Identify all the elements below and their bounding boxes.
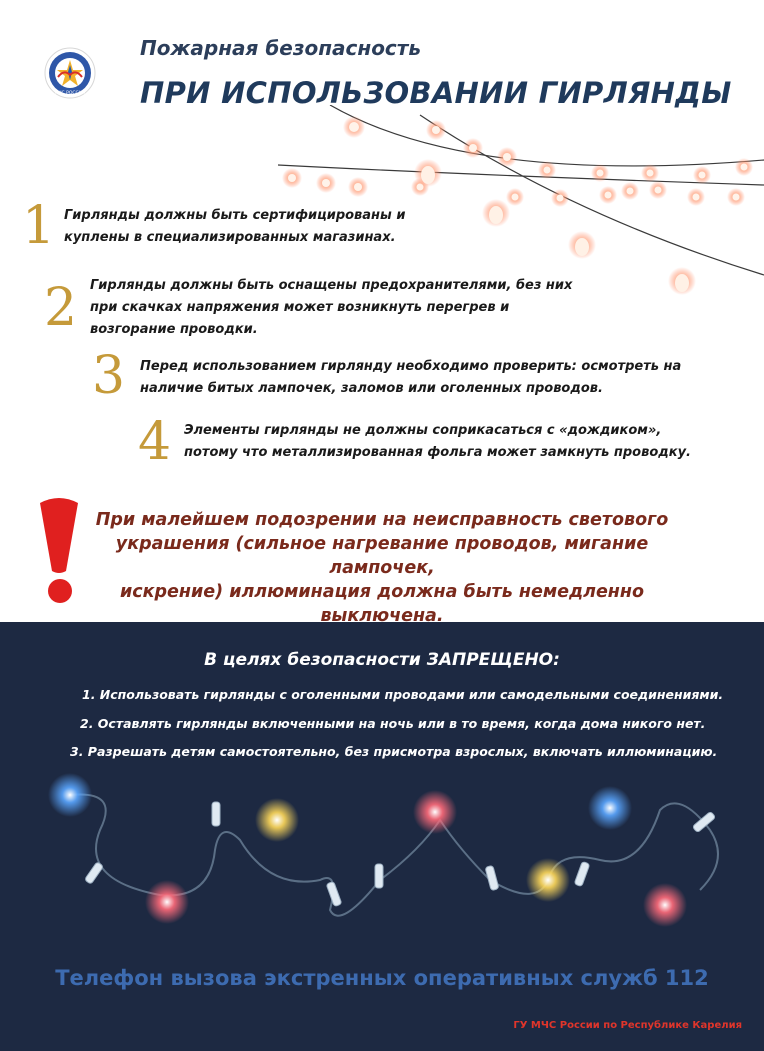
prohibited-item-2: 2. Оставлять гирлянды включенными на ночь или в то время, когда дома никого нет. (80, 716, 706, 731)
rule-4-line-1: Элементы гирлянды не должны соприкасаться с «дождиком», (184, 423, 662, 438)
rule-2-line-1: Гирлянды должны быть оснащены предохранителями, без них (90, 278, 573, 293)
rule-1-text (64, 205, 405, 249)
emergency-phone: Телефон вызова экстренных оперативных служб 112 (55, 966, 709, 990)
prohibited-title: В целях безопасности ЗАПРЕЩЕНО: (204, 650, 560, 670)
rule-number-2: 2 (44, 278, 78, 338)
poster-title: ПРИ ИСПОЛЬЗОВАНИИ ГИРЛЯНДЫ (140, 76, 732, 110)
rule-4-text (184, 420, 691, 464)
footer-credit: ГУ МЧС России по Республике Карелия (513, 1020, 742, 1031)
warning-line-2: украшения (сильное нагревание проводов, мигание лампочек, (115, 534, 649, 578)
rule-number-1: 1 (22, 196, 56, 256)
warning-text (92, 508, 672, 628)
exclamation-icon (34, 495, 84, 605)
rule-4-line-2: потому что металлизированная фольга может замкнуть проводку. (184, 445, 691, 460)
color-garland-illustration (40, 770, 740, 940)
rule-3-line-2: наличие битых лампочек, заломов или оголенных проводов. (140, 381, 603, 396)
rule-2-line-2: при скачках напряжения может возникнуть перегрев и (90, 300, 510, 315)
rule-2-line-3: возгорание проводки. (90, 322, 258, 337)
rule-2-text (90, 275, 572, 341)
rule-3-text (140, 356, 681, 400)
warning-line-3: искрение) иллюминация должна быть немедленно (119, 582, 645, 602)
prohibited-item-3: 3. Разрешать детям самостоятельно, без присмотра взрослых, включать иллюминацию. (70, 744, 718, 759)
poster-subtitle: Пожарная безопасность (140, 36, 422, 60)
warning-line-1: При малейшем подозрении на неисправность светового (95, 510, 669, 530)
rule-3-line-1: Перед использованием гирлянду необходимо проверить: осмотреть на (140, 359, 682, 374)
svg-text:МЧС РОССИИ: МЧС РОССИИ (54, 91, 86, 96)
rule-1-line-1: Гирлянды должны быть сертифицированы и (64, 208, 406, 223)
prohibited-item-1: 1. Использовать гирлянды с оголенными проводами или самодельными соединениями. (82, 687, 724, 702)
rule-number-4: 4 (138, 412, 172, 472)
rule-number-3: 3 (92, 346, 126, 406)
mchs-emblem-icon (44, 47, 96, 99)
rule-1-line-2: куплены в специализированных магазинах. (64, 230, 396, 245)
warning-line-4: выключена. (320, 606, 444, 626)
